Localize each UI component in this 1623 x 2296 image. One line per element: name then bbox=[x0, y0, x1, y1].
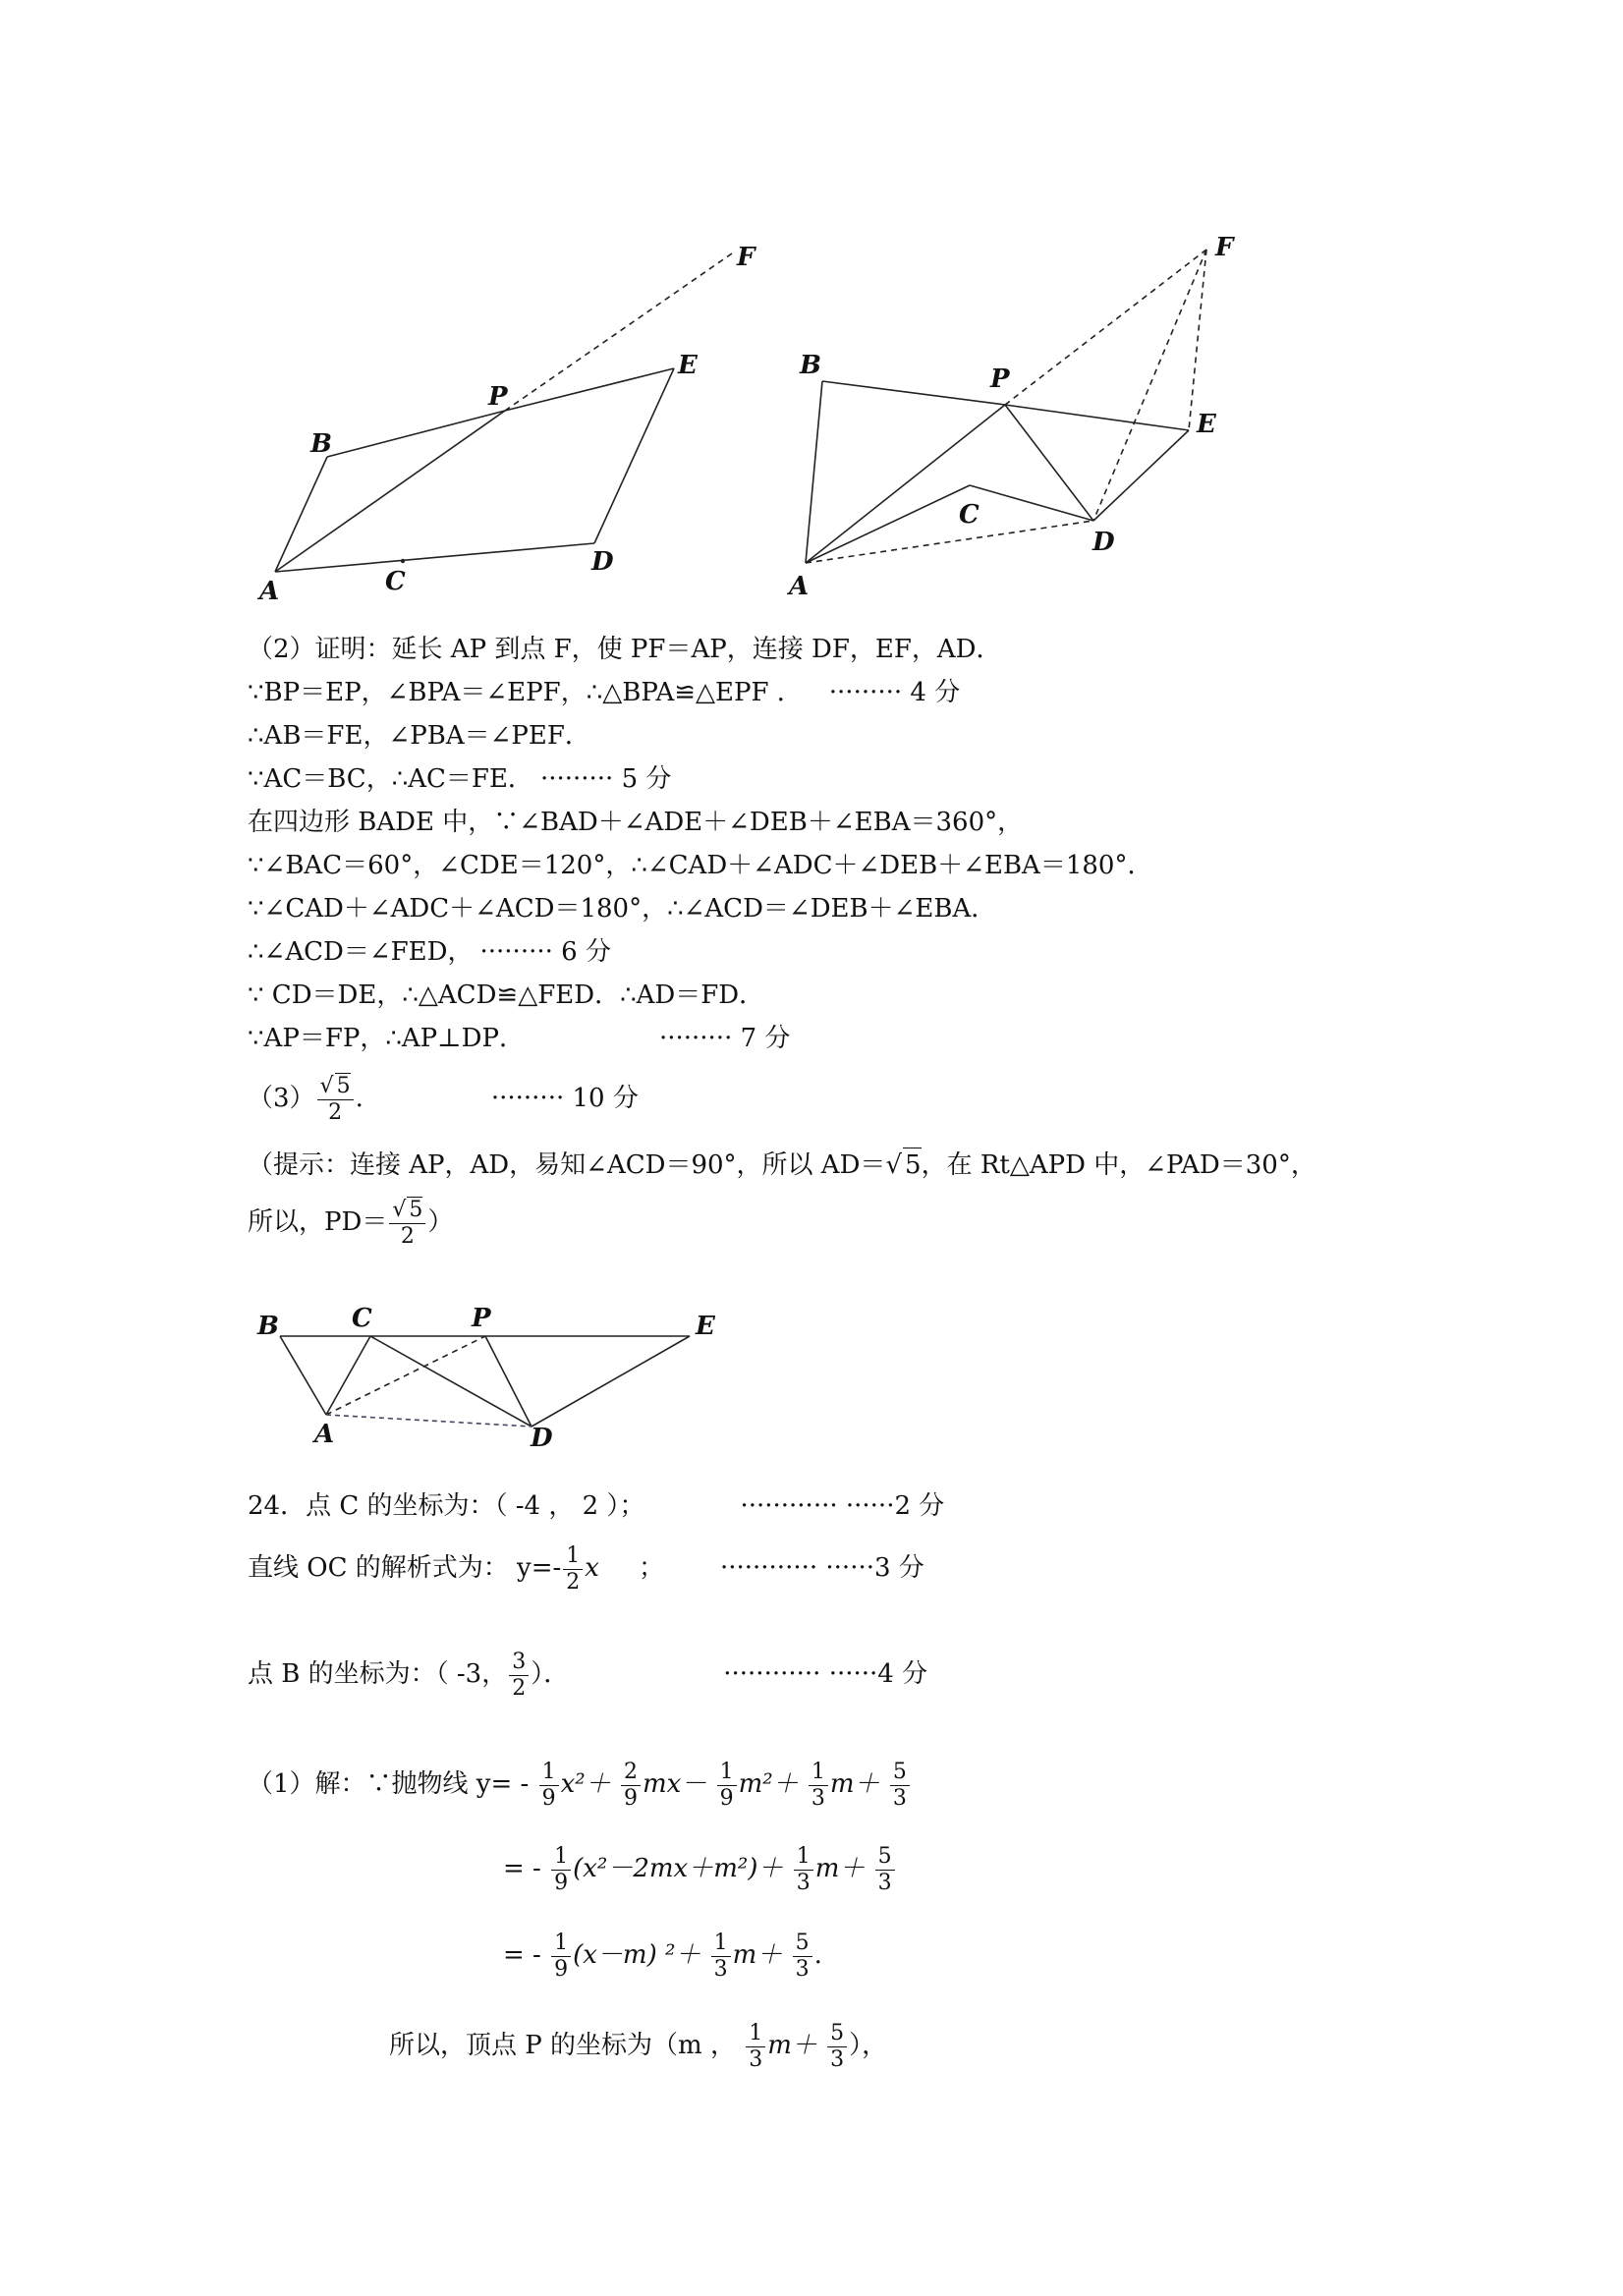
proof-line-10: ∵AP＝FP，∴AP⊥DP． ········· 7 分 bbox=[248, 1024, 791, 1053]
label-A: A bbox=[314, 1420, 335, 1449]
part3-answer: （3） $\frac{√ 5}{2}$ . ········· 10 分 bbox=[248, 1074, 639, 1125]
proof-line-7: ∵∠CAD＋∠ADC＋∠ACD＝180°，∴∠ACD＝∠DEB＋∠EBA． bbox=[248, 894, 997, 924]
proof-line-2: ∵BP＝EP，∠BPA＝∠EPF，∴△BPA≌△EPF ． ········· 4 分 bbox=[248, 678, 961, 707]
score-6: ········· 6 分 bbox=[479, 937, 611, 967]
figure-parallelogram bbox=[236, 226, 786, 609]
hint-line-1: （提示：连接 AP，AD，易知∠ACD＝90°，所以 AD＝√ 5，在 Rt△APD 中，∠PAD＝30°， bbox=[248, 1148, 1316, 1182]
label-P: P bbox=[990, 364, 1010, 394]
score-3: ············ ······3 分 bbox=[719, 1553, 924, 1583]
label-D: D bbox=[531, 1424, 553, 1453]
hint-line-2: 所以，PD＝ $\frac{√ 5}{2}$ ） bbox=[248, 1198, 454, 1249]
label-A: A bbox=[259, 577, 280, 606]
q24-step-3: = - $\frac{1}{9}$ (x－m) ²＋ $\frac{1}{3}$ m＋ $\frac{5}{3}$ . bbox=[503, 1930, 822, 1982]
proof-line-1: （2）证明：延长 AP 到点 F，使 PF＝AP，连接 DF，EF，AD． bbox=[248, 635, 1002, 664]
proof-line-4: ∵AC＝BC，∴AC＝FE． ········· 5 分 bbox=[248, 764, 672, 794]
q24-step-2: = - $\frac{1}{9}$ (x²－2mx＋m²)＋ $\frac{1}{3}$ m＋ $\frac{5}{3}$ bbox=[503, 1837, 897, 1900]
label-D: D bbox=[591, 547, 614, 577]
label-E: E bbox=[1197, 410, 1216, 439]
label-P: P bbox=[488, 382, 508, 412]
label-E: E bbox=[678, 351, 698, 380]
label-C: C bbox=[959, 500, 979, 530]
figure-line-segment bbox=[246, 1297, 737, 1454]
proof-line-6: ∵∠BAC＝60°，∠CDE＝120°，∴∠CAD＋∠ADC＋∠DEB＋∠EBA＝180°． bbox=[248, 851, 1153, 880]
proof-line-8: ∴∠ACD＝∠FED， ········· 6 分 bbox=[248, 937, 611, 967]
proof-line-3: ∴AB＝FE，∠PBA＝∠PEF． bbox=[248, 721, 590, 751]
label-D: D bbox=[1092, 528, 1115, 557]
label-B: B bbox=[257, 1312, 279, 1341]
proof-line-9: ∵ CD＝DE，∴△ACD≌△FED．∴AD＝FD． bbox=[248, 980, 765, 1010]
score-10: ········· 10 分 bbox=[490, 1084, 639, 1113]
label-B: B bbox=[310, 429, 332, 459]
score-2: ············ ······2 分 bbox=[740, 1491, 945, 1521]
figure-quadrilateral bbox=[776, 221, 1267, 609]
q24-step-1: （1）解：∵抛物线 y= - $\frac{1}{9}$ x²＋ $\frac{2}{9}$ mx－ $\frac{1}{9}$ m²＋ $\frac{1}{3}$ m＋ $\frac{5}{3}$ bbox=[248, 1753, 912, 1816]
score-4: ············ ······4 分 bbox=[723, 1659, 928, 1689]
q24-point-b: 点 B 的坐标为：（ -3， $\frac{3}{2}$ ）． ············ ······4 分 bbox=[248, 1649, 928, 1701]
score-5: ········· 5 分 bbox=[539, 764, 672, 794]
q24-line-oc: 直线 OC 的解析式为： y=- $\frac{1}{2}$ x ； ············ ······3 分 bbox=[248, 1542, 924, 1595]
label-F: F bbox=[1215, 233, 1234, 262]
label-F: F bbox=[737, 243, 756, 272]
label-C: C bbox=[352, 1304, 372, 1333]
answer-fraction: $\frac{√ 5}{2}$ bbox=[317, 1073, 354, 1126]
label-C: C bbox=[385, 567, 406, 596]
score-4: ········· 4 分 bbox=[828, 678, 961, 707]
proof-line-5: 在四边形 BADE 中，∵∠BAD＋∠ADE＋∠DEB＋∠EBA＝360°， bbox=[248, 808, 1024, 837]
q24-vertex: 所以，顶点 P 的坐标为（m ， $\frac{1}{3}$ m＋ $\frac{5}{3}$ ）， bbox=[389, 2020, 888, 2072]
q24-point-c: 24．点 C 的坐标为：（ -4 ， 2 ）； ············ ······2 分 bbox=[248, 1491, 945, 1521]
label-E: E bbox=[696, 1312, 715, 1341]
label-B: B bbox=[800, 351, 821, 380]
score-7: ········· 7 分 bbox=[658, 1024, 791, 1053]
label-A: A bbox=[789, 572, 810, 601]
label-P: P bbox=[472, 1304, 491, 1333]
